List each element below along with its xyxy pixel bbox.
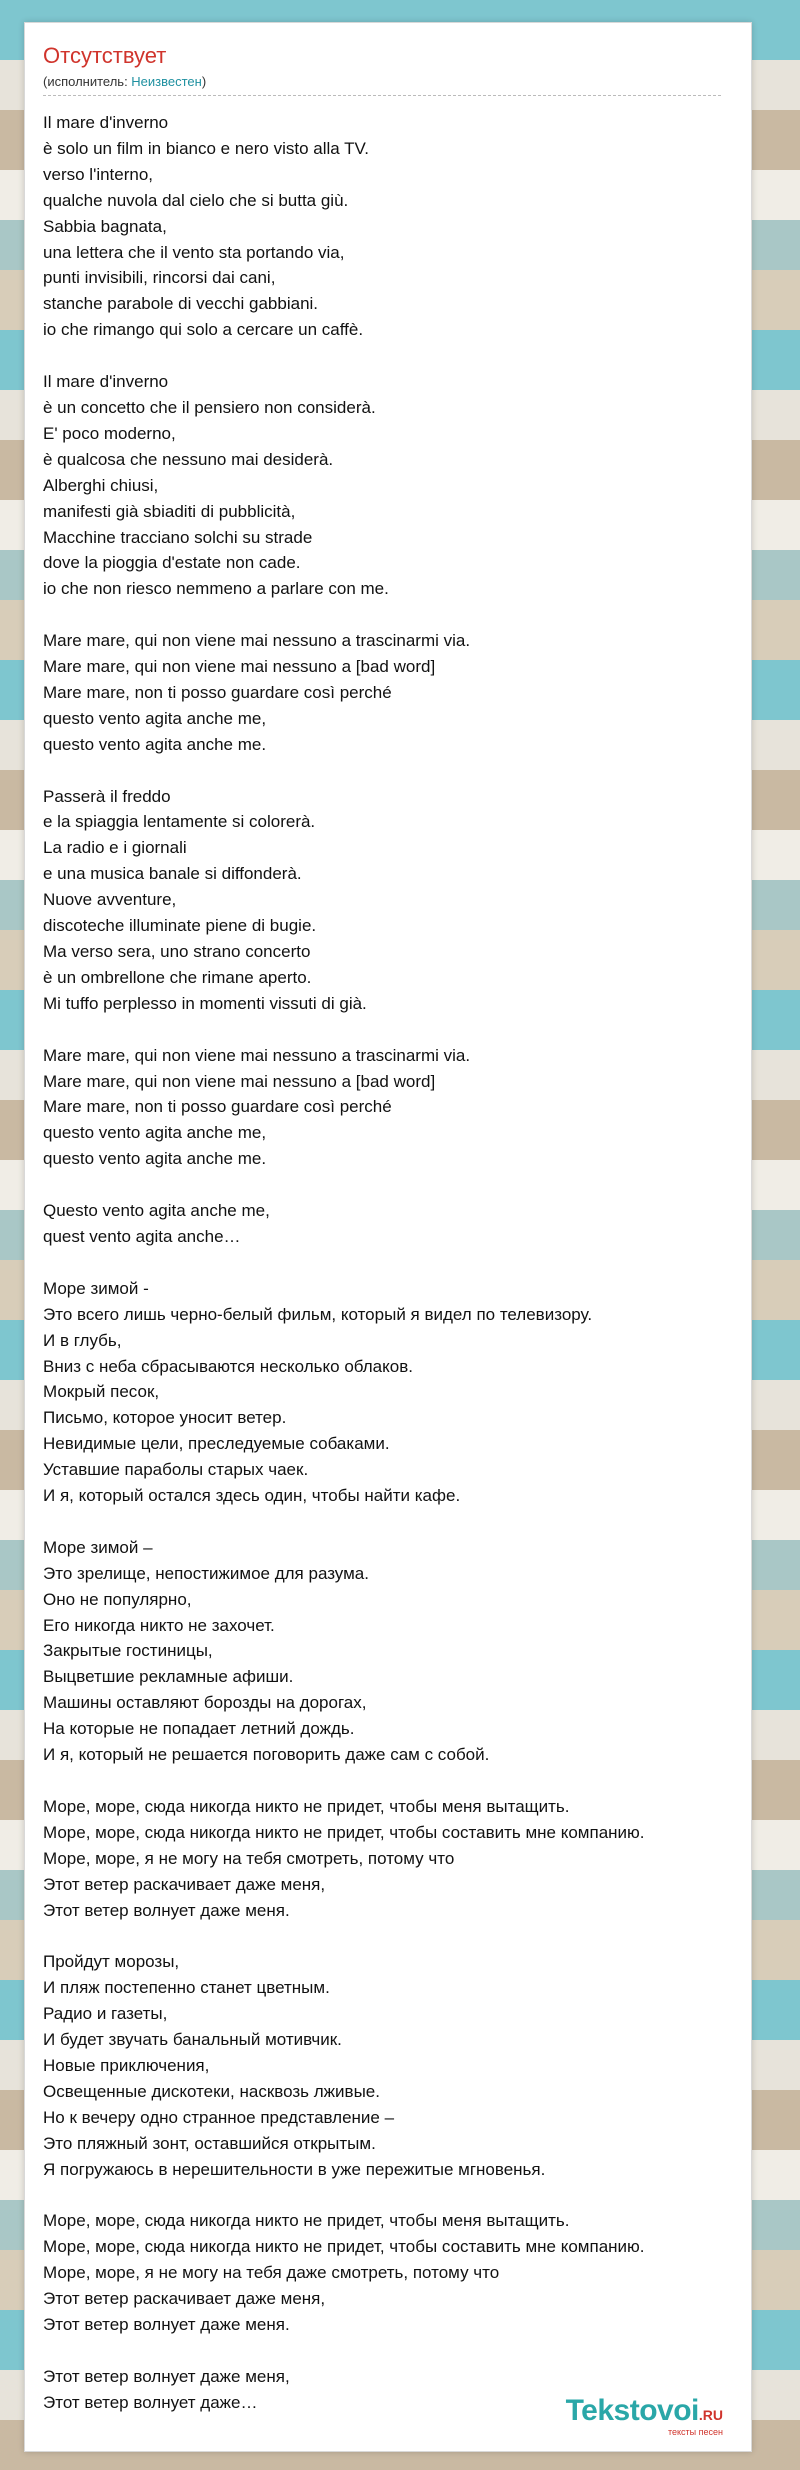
logo-tagline: тексты песен bbox=[667, 2427, 723, 2437]
logo-word: Tekstovoi bbox=[565, 2394, 699, 2427]
lyrics-text: Il mare d'inverno è solo un film in bianco e nero visto alla TV. verso l'interno, qualche nuvola dal cielo che si butta giù. Sabbia bagnata, una lettera che il vento sta portando via, punti invisibili, rincorsi dai cani, stanche parabole di vecchi gabbiani. io che rimango qui solo a cercare un caffè. Il mare d'inverno è un concetto che il pensiero non considerà. E' poco moderno, è qualcosa che nessuno mai desiderà. Alberghi chiusi, manifesti già sbiaditi di pubblicità, Macchine tracciano solchi su strade dove la pioggia d'estate non cade. io che non riesco nemmeno a parlare con me. Mare mare, qui non viene mai nessuno a trascinarmi via. Mare mare, qui non viene mai nessuno a [bad word] Mare mare, non ti posso guardare così perché questo vento agita anche me, questo vento agita anche me. Passerà il freddo e la spiaggia lentamente si colorerà. La radio e i giornali e una musica banale si diffonderà. Nuove avventure, discoteche illuminate piene di bugie. Ma verso sera, uno strano concerto è un ombrellone che rimane aperto. Mi tuffo perplesso in momenti vissuti di già. Mare mare, qui non viene mai nessuno a trascinarmi via. Mare mare, qui non viene mai nessuno a [bad word] Mare mare, non ti posso guardare così perché questo vento agita anche me, questo vento agita anche me. Questo vento agita anche me, quest vento agita anche… Море зимой - Это всего лишь черно-белый фильм, который я видел по телевизору. И в глубь, Вниз с неба сбрасываются несколько облаков. Мокрый песок, Письмо, которое уносит ветер. Невидимые цели, преследуемые собаками. Уставшие параболы старых чаек. И я, который остался здесь один, чтобы найти кафе. Море зимой – Это зрелище, непостижимое для разума. Оно не популярно, Его никогда никто не захочет. Закрытые гостиницы, Выцветшие рекламные афиши. Машины оставляют борозды на дорогах, На которые не попадает летний дождь. И я, который не решается поговорить даже сам с собой. Море, море, сюда никогда никто не придет, чтобы меня вытащить. Море, море, сюда никогда никто не придет, чтобы составить мне компанию. Море, море, я не могу на тебя смотреть, потому что Этот ветер раскачивает даже меня, Этот ветер волнует даже меня. Пройдут морозы, И пляж постепенно станет цветным. Радио и газеты, И будет звучать банальный мотивчик. Новые приключения, Освещенные дискотеки, насквозь лживые. Но к вечеру одно странное представление – Это пляжный зонт, оставшийся открытым. Я погружаюсь в нерешительности в уже пережитые мгновенья. Море, море, сюда никогда никто не придет, чтобы меня вытащить. Море, море, сюда никогда никто не придет, чтобы составить мне компанию. Море, море, я не могу на тебя даже смотреть, потому что Этот ветер раскачивает даже меня, Этот ветер волнует даже меня. Этот ветер волнует даже меня, Этот ветер волнует даже… bbox=[43, 113, 645, 2412]
artist-link[interactable]: Неизвестен bbox=[131, 74, 202, 89]
artist-prefix: (исполнитель: bbox=[43, 74, 132, 89]
artist-line bbox=[43, 73, 751, 91]
site-logo[interactable] bbox=[566, 2396, 723, 2437]
artist-suffix: ) bbox=[201, 74, 207, 89]
song-title: Отсутствует bbox=[43, 43, 167, 68]
lyrics-card bbox=[24, 22, 752, 2452]
title-divider bbox=[43, 95, 721, 96]
logo-tld: .RU bbox=[698, 2407, 723, 2423]
